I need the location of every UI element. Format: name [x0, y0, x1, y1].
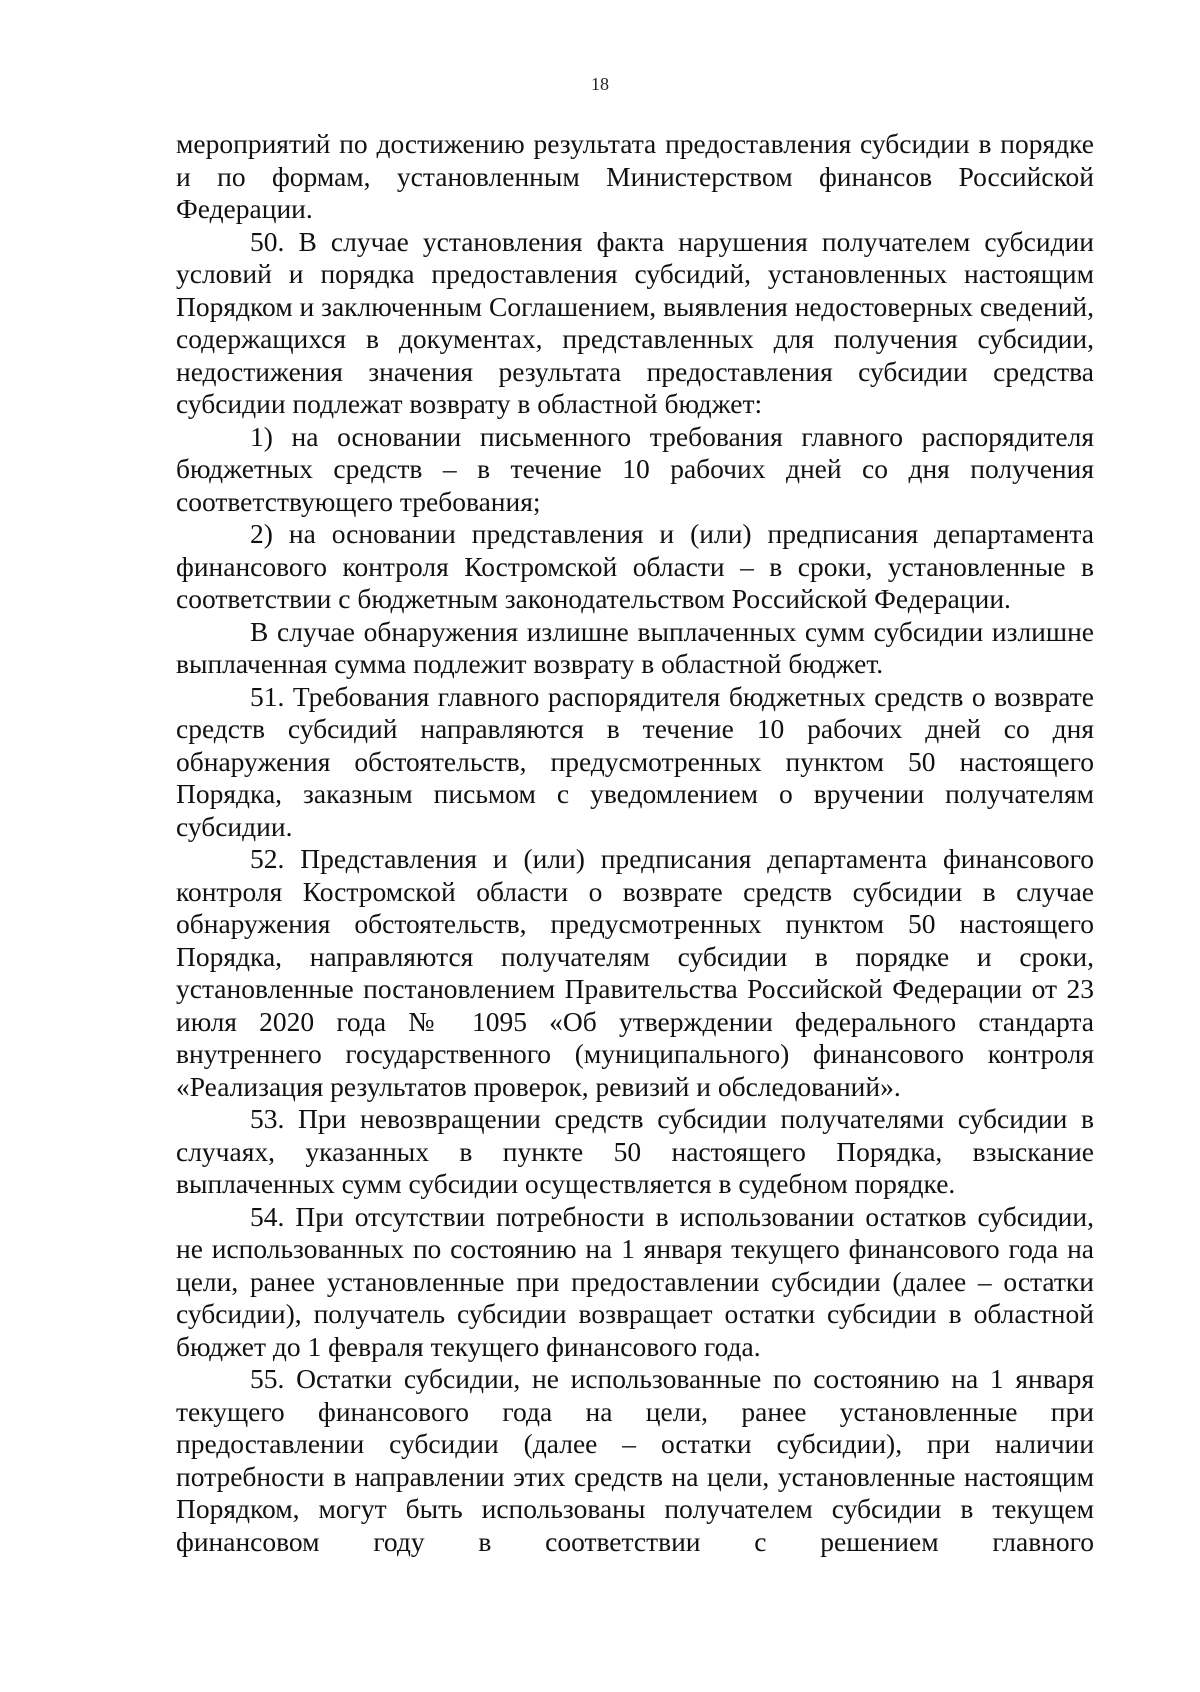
page-number: 18	[591, 74, 609, 94]
paragraph-item-53: 53. При невозвращении средств субсидии получателями субсидии в случаях, указанных в пункте 50 настоящего Порядка, взыскание выплаченных сумм субсидии осуществляется в судебном порядке.	[176, 1103, 1094, 1199]
document-body	[176, 128, 1094, 1558]
paragraph-item-55: 55. Остатки субсидии, не использованные по состоянию на 1 января текущего финансового года на цели, ранее установленные при предоставлении субсидии (далее – остатки субсидии), при наличии потребности в направлении этих средств на цели, установленные настоящим Порядком, могут быть использованы получателем субсидии в текущем финансовом году в соответствии с решением главного	[176, 1363, 1094, 1557]
paragraph-subitem-2: 2) на основании представления и (или) предписания департамента финансового контроля Костромской области – в сроки, установленные в соответствии с бюджетным законодательством Российской Федерации.	[176, 518, 1094, 614]
paragraph-item-54: 54. При отсутствии потребности в использовании остатков субсидии, не использованных по состоянию на 1 января текущего финансового года на цели, ранее установленные при предоставлении субсидии (далее – остатки субсидии), получатель субсидии возвращает остатки субсидии в областной бюджет до 1 февраля текущего финансового года.	[176, 1200, 1094, 1362]
paragraph-overpayment: В случае обнаружения излишне выплаченных сумм субсидии излишне выплаченная сумма подлежит возврату в областной бюджет.	[176, 615, 1094, 679]
paragraph-item-52: 52. Представления и (или) предписания департамента финансового контроля Костромской области о возврате средств субсидии в случае обнаружения обстоятельств, предусмотренных пунктом 50 настоящего Порядка, направляются получателям субсидии в порядке и сроки, установленные постановлением Правительства Российской Федерации от 23 июля 2020 года № 1095 «Об утверждении федерального стандарта внутреннего государственного (муниципального) финансового контроля «Реализация результатов проверок, ревизий и обследований».	[176, 843, 1094, 1102]
paragraph-intro-continuation: мероприятий по достижению результата предоставления субсидии в порядке и по формам, установленным Министерством финансов Российской Федерации.	[176, 128, 1094, 224]
paragraph-subitem-1: 1) на основании письменного требования главного распорядителя бюджетных средств – в течение 10 рабочих дней со дня получения соответствующего требования;	[176, 420, 1094, 517]
paragraph-item-50: 50. В случае установления факта нарушения получателем субсидии условий и порядка предоставления субсидий, установленных настоящим Порядком и заключенным Соглашением, выявления недостоверных сведений, содержащихся в документах, представленных для получения субсидии, недостижения значения результата предоставления субсидии средства субсидии подлежат возврату в областной бюджет:	[176, 225, 1094, 419]
paragraph-item-51: 51. Требования главного распорядителя бюджетных средств о возврате средств субсидий направляются в течение 10 рабочих дней со дня обнаружения обстоятельств, предусмотренных пунктом 50 настоящего Порядка, заказным письмом с уведомлением о вручении получателям субсидии.	[176, 680, 1094, 842]
